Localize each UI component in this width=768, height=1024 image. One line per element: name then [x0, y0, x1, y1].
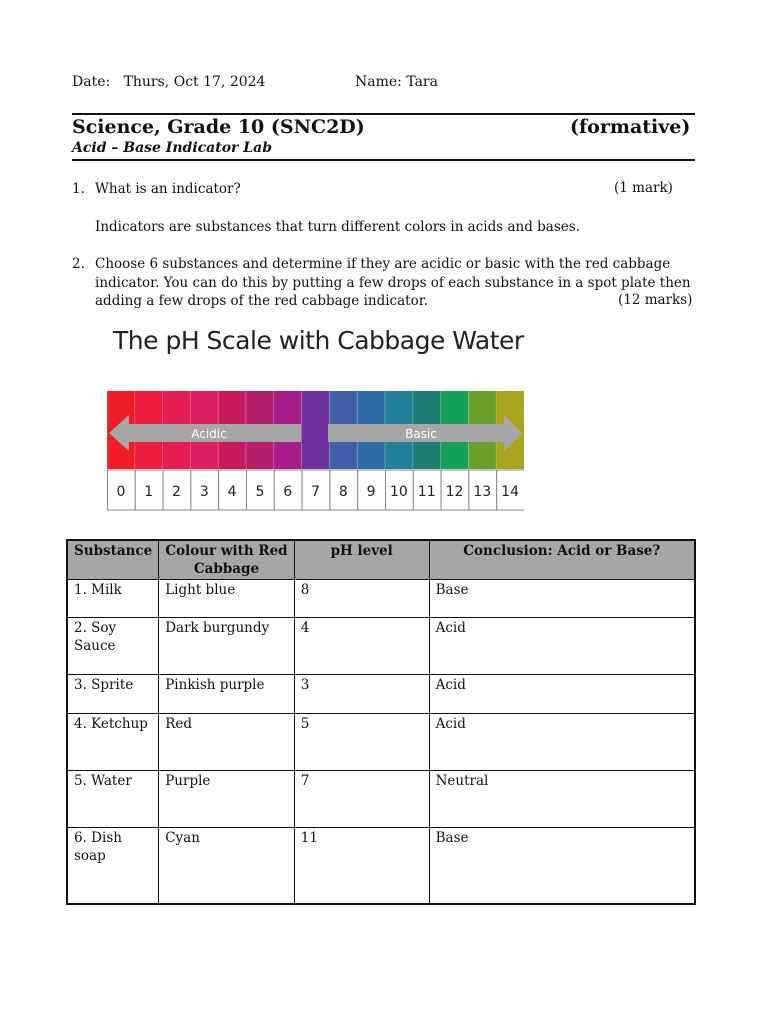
cell-ph: 3	[294, 675, 429, 714]
table-row	[67, 675, 695, 714]
ph-scale-image	[107, 391, 524, 512]
cell-substance: 4. Ketchup	[67, 714, 159, 771]
ph-number-0: 0	[116, 484, 126, 500]
date-value: Thurs, Oct 17, 2024	[123, 74, 266, 90]
table-row	[67, 580, 695, 618]
cell-colour: Light blue	[159, 580, 295, 618]
question-1-text: What is an indicator?	[95, 181, 241, 197]
cell-conclusion: Base	[429, 828, 695, 904]
table-row	[67, 771, 695, 828]
ph-number-14: 14	[501, 484, 520, 500]
results-table	[66, 539, 696, 905]
ph-number-6: 6	[283, 484, 293, 500]
cell-conclusion: Neutral	[429, 771, 695, 828]
question-1-answer: Indicators are substances that turn different colors in acids and bases.	[95, 219, 580, 235]
ph-band-7	[302, 391, 330, 469]
name-label: Name:	[355, 74, 402, 90]
question-2-line-1: Choose 6 substances and determine if they are acidic or basic with the red cabbage	[95, 256, 671, 272]
basic-label: Basic	[405, 427, 437, 441]
question-1-marks: (1 mark)	[614, 180, 673, 196]
ph-number-3: 3	[199, 484, 209, 500]
table-row	[67, 618, 695, 675]
ph-number-12: 12	[445, 484, 464, 500]
cell-ph: 5	[294, 714, 429, 771]
name-value: Tara	[406, 74, 438, 90]
cell-substance: 6. Dish soap	[67, 828, 159, 904]
question-2-number: 2.	[72, 256, 85, 272]
name-field	[355, 74, 438, 90]
header-substance: Substance	[67, 540, 159, 580]
date-field	[72, 74, 265, 90]
ph-number-9: 9	[366, 484, 376, 500]
ph-scale-title: The pH Scale with Cabbage Water	[113, 326, 524, 355]
cell-ph: 4	[294, 618, 429, 675]
question-1-number: 1.	[72, 181, 85, 197]
question-2-line-2: indicator. You can do this by putting a few drops of each substance in a spot plate then	[95, 274, 691, 291]
ph-number-7: 7	[311, 484, 320, 500]
course-title: Science, Grade 10 (SNC2D)	[72, 116, 365, 138]
table-header-row	[67, 540, 695, 580]
cell-conclusion: Base	[429, 580, 695, 618]
cell-ph: 11	[294, 828, 429, 904]
cell-substance: 2. Soy Sauce	[67, 618, 159, 675]
cell-colour: Purple	[159, 771, 295, 828]
ph-number-2: 2	[172, 484, 181, 500]
acidic-label: Acidic	[191, 427, 227, 441]
ph-number-4: 4	[227, 484, 237, 500]
lab-title: Acid – Base Indicator Lab	[72, 140, 272, 156]
ph-number-1: 1	[144, 484, 154, 500]
cell-conclusion: Acid	[429, 675, 695, 714]
header-colour: Colour with Red Cabbage	[159, 540, 295, 580]
cell-conclusion: Acid	[429, 714, 695, 771]
header-ph-level: pH level	[294, 540, 429, 580]
cell-ph: 8	[294, 580, 429, 618]
question-2-line-3: adding a few drops of the red cabbage indicator.	[95, 293, 428, 309]
cell-ph: 7	[294, 771, 429, 828]
top-rule	[72, 113, 695, 115]
date-label: Date:	[72, 74, 111, 90]
cell-colour: Cyan	[159, 828, 295, 904]
question-2-marks: (12 marks)	[618, 292, 693, 308]
ph-number-8: 8	[338, 484, 348, 500]
cell-conclusion: Acid	[429, 618, 695, 675]
table-row	[67, 714, 695, 771]
cell-substance: 5. Water	[67, 771, 159, 828]
ph-number-10: 10	[389, 484, 408, 500]
header-conclusion: Conclusion: Acid or Base?	[429, 540, 695, 580]
cell-colour: Pinkish purple	[159, 675, 295, 714]
ph-number-5: 5	[255, 484, 265, 500]
assessment-type: (formative)	[570, 116, 691, 138]
cell-substance: 3. Sprite	[67, 675, 159, 714]
cell-colour: Dark burgundy	[159, 618, 295, 675]
table-row	[67, 828, 695, 904]
ph-number-13: 13	[473, 484, 492, 500]
cell-colour: Red	[159, 714, 295, 771]
bottom-rule	[72, 159, 695, 161]
ph-number-11: 11	[417, 484, 436, 500]
cell-substance: 1. Milk	[67, 580, 159, 618]
